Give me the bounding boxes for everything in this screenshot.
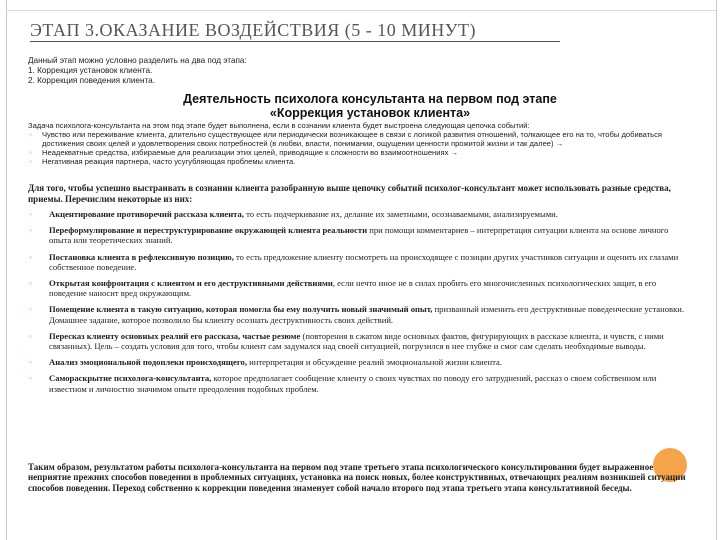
intro-line: Данный этап можно условно разделить на два под этапа: (28, 56, 247, 65)
event-chain-item: ◦ Чувство или переживание клиента, длительно существующее или периодически возникающее в связи с логикой развития отношений, толкающее его на то, чтобы добиваться достижения своих целей и удовлетворения своих потребностей (в любви, власти, понимании, ощущении ценности прожитой жизни и так далее) → (28, 130, 693, 148)
intro-line: 2. Коррекция поведения клиента. (28, 76, 155, 85)
event-chain-list (28, 130, 693, 166)
title-underline (30, 41, 560, 42)
technique-term: Акцентирование противоречий рассказа клиента, (49, 209, 244, 219)
section-heading-line: «Коррекция установок клиента» (269, 106, 471, 120)
slide-title (30, 20, 476, 41)
technique-term: Переформулирование и переструктурирование окружающей клиента реальности (49, 225, 368, 236)
technique-item (28, 209, 692, 219)
technique-term: Постановка клиента в рефлексивную позицию, (49, 251, 234, 262)
event-chain-item: ◦ Негативная реакция партнера, часто усугубляющая проблемы клиента. (28, 157, 693, 166)
means-lead-paragraph: Для того, чтобы успешно выстраивать в сознании клиента разобранную выше цепочку событий психолог-консультант может использовать разные средства, приемы. Перечислим некоторые из них: (28, 183, 671, 204)
technique-item (28, 357, 692, 367)
technique-text: интерпретация и обсуждение реалий эмоциональной жизни клиента. (247, 357, 502, 368)
technique-term: Самораскрытие психолога-консультанта, (49, 373, 212, 384)
technique-text: призванный изменить его деструктивные поведенческие установки. Домашнее задание, которое позволило бы клиенту осознать деструктивность своих действий. (49, 304, 684, 325)
section-heading-line: Деятельность психолога консультанта на первом под этапе (183, 92, 557, 106)
bullet-icon: ◦ (29, 209, 33, 219)
technique-text: , если нечто иное не в силах пробить его многочисленных психологических защит, в его поведение наносит вред окружающим. (49, 278, 657, 299)
bullet-icon: ◦ (29, 278, 33, 289)
intro-line: 1. Коррекция установок клиента. (28, 66, 153, 75)
technique-term: Открытая конфронтация с клиентом и его деструктивными действиями (49, 278, 333, 289)
slide-title-text: ЭТАП 3.ОКАЗАНИЕ ВОЗДЕЙСТВИЯ (5 - 10 МИНУТ) (30, 20, 476, 40)
intro-text (28, 56, 247, 86)
bullet-icon: ◦ (29, 373, 33, 384)
technique-term: Пересказ клиенту основных реалий его рассказа, частые резюме (49, 330, 301, 341)
technique-item (28, 225, 692, 245)
task-lead: Задача психолога-консультанта на этом под этапе будет выполнена, если в сознании клиента будет выстроена следующая цепочка событий: (28, 121, 530, 130)
techniques-list (28, 209, 692, 394)
technique-term: Помещение клиента в такую ситуацию, которая помогла бы ему получить новый значимый опыт, (49, 304, 433, 315)
technique-text: то есть предложение клиенту посмотреть на происходящее с позиции других участников ситуации и оценить их глазами собственное поведение. (49, 251, 679, 272)
slide-frame-right (716, 0, 717, 540)
technique-text: при помощи комментариев – интерпретация ситуации клиента на основе личного опыта или теоретических знаний. (49, 225, 669, 246)
technique-text: которое предполагает сообщение клиенту о своих чувствах по поводу его затруднений, рассказ о своем собственном или известном и личностно значимом опыте преодоления подобных проблем. (49, 373, 657, 394)
bullet-icon: ◦ (29, 251, 33, 262)
slide-frame-left (6, 0, 7, 540)
technique-item (28, 331, 692, 351)
technique-text: то есть подчеркивание их, делание их заметными, осознаваемыми, анализируемыми. (243, 209, 558, 219)
technique-item (28, 252, 692, 272)
event-chain-item: ◦ Неадекватные средства, избираемые для реализации этих целей, приводящие к сложности во взаимоотношениях → (28, 148, 693, 157)
conclusion-paragraph: Таким образом, результатом работы психолога-консультанта на первом под этапе третьего этапа психологического консультирования будет выраженное неприятие прежних способов поведения в проблемных ситуациях, установка на поиск новых, более конструктивных, отвечающих реалиям возникшей ситуации способов поведения. Переход собственно к коррекции поведения знаменует собой начало второго под этапа третьего этапа консультативной беседы. (28, 462, 686, 493)
slide-frame-top (6, 10, 717, 11)
technique-term: Анализ эмоциональной подоплеки происходящего, (49, 357, 247, 368)
bullet-icon: ◦ (29, 225, 33, 236)
technique-text: (повторения в сжатом виде основных фактов, фигурирующих в рассказе клиента, и чувств, с ними связанных). Цель – создать условия для того, чтобы клиент сам задумался над своей ситуацией, погрузился в нее глубже и смог сам сделать необходимые выводы. (49, 330, 664, 352)
bullet-icon: ◦ (29, 330, 33, 341)
section-heading (90, 92, 650, 120)
bullet-icon: ◦ (29, 357, 33, 368)
technique-item (28, 278, 692, 298)
bullet-icon: ◦ (29, 304, 33, 315)
technique-item (28, 304, 692, 324)
task-description (28, 121, 693, 166)
technique-item (28, 373, 692, 393)
